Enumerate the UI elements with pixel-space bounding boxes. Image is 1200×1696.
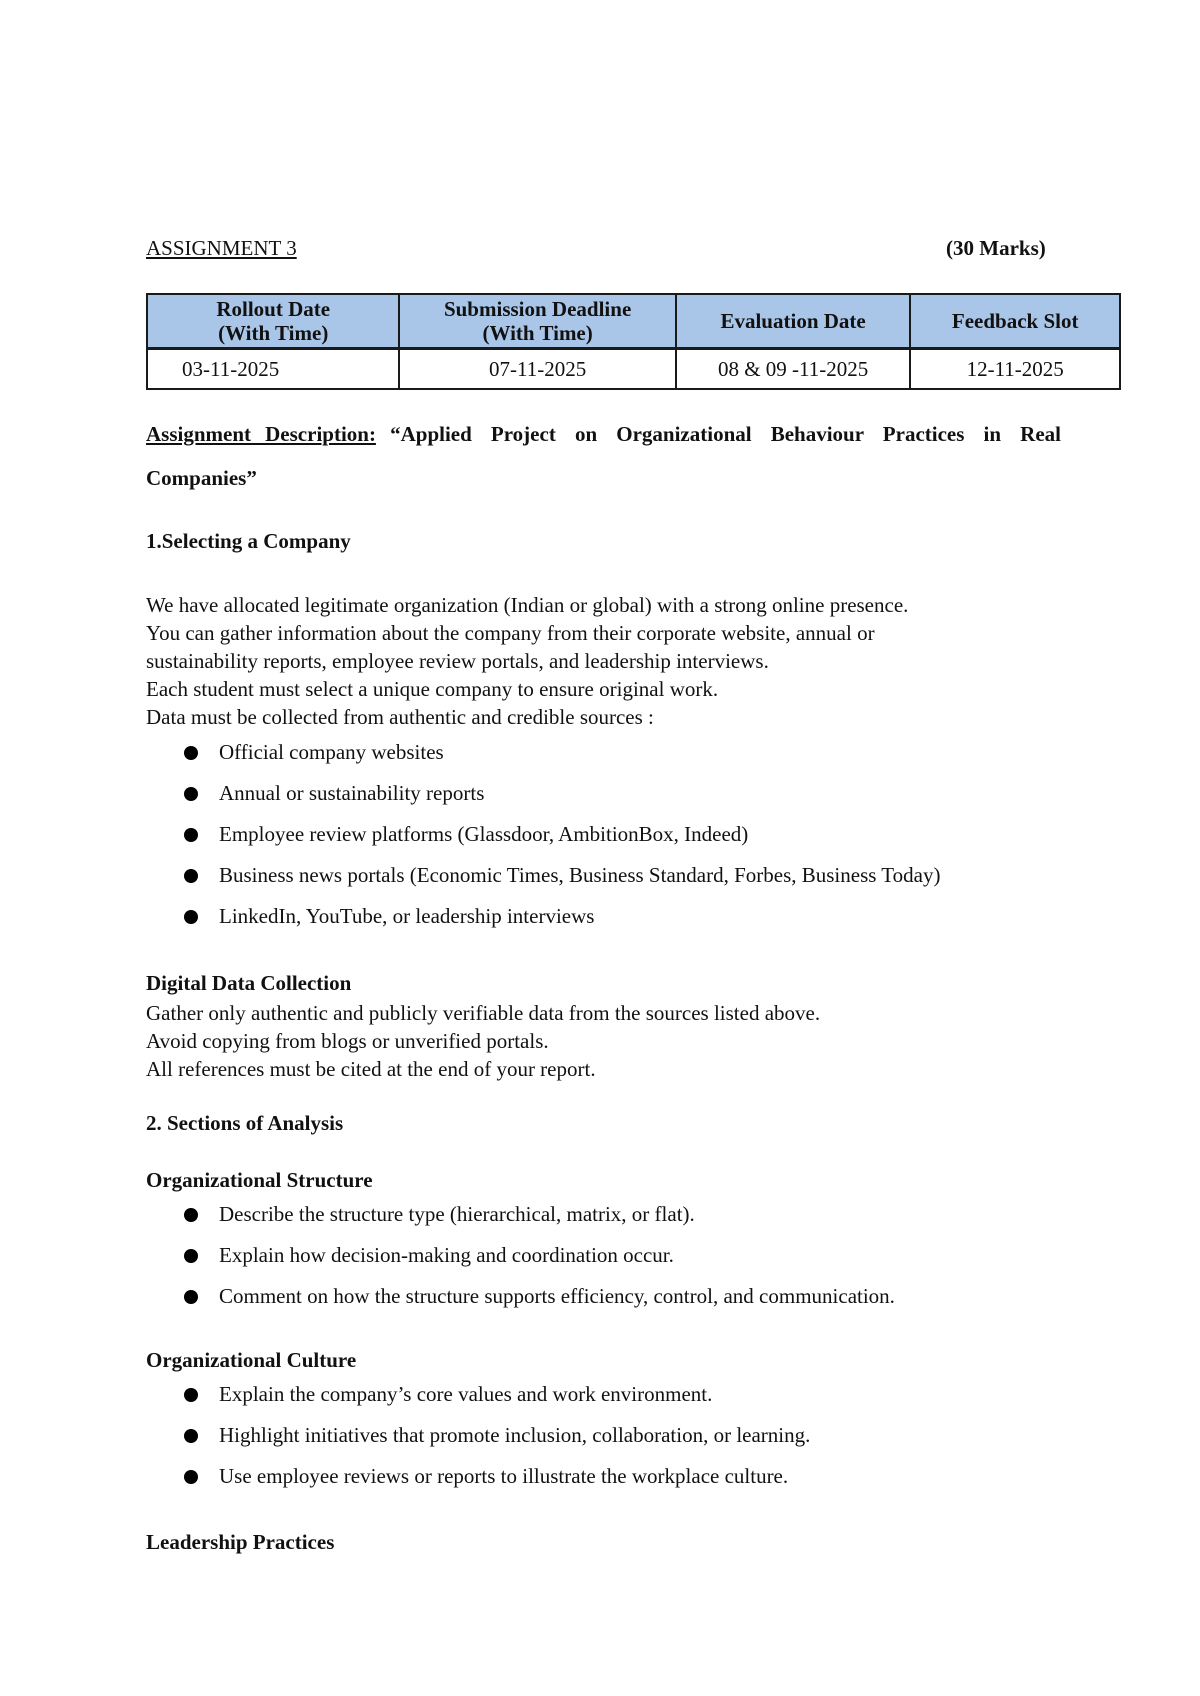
structure-list	[146, 1200, 895, 1323]
list-item: Annual or sustainability reports	[146, 779, 940, 820]
subheading-leadership-practices: Leadership Practices	[146, 1530, 335, 1554]
cell-submission-deadline: 07-11-2025	[399, 349, 675, 390]
description-title: “Applied Project on Organizational Behaviour Practices in Real Companies”	[146, 422, 1062, 490]
dates-table	[146, 293, 1121, 390]
list-item: Employee review platforms (Glassdoor, AmbitionBox, Indeed)	[146, 820, 940, 861]
cell-feedback-slot: 12-11-2025	[910, 349, 1120, 390]
sources-list	[146, 738, 940, 943]
table-row	[147, 349, 1120, 390]
list-item: Describe the structure type (hierarchical, matrix, or flat).	[146, 1200, 895, 1241]
digital-paragraph	[146, 999, 820, 1083]
list-item: Official company websites	[146, 738, 940, 779]
list-item: Business news portals (Economic Times, Business Standard, Forbes, Business Today)	[146, 861, 940, 902]
paragraph-line: All references must be cited at the end of your report.	[146, 1057, 596, 1081]
section-heading-sections-of-analysis: 2. Sections of Analysis	[146, 1111, 344, 1135]
assignment-description	[146, 412, 1061, 500]
cell-evaluation-date: 08 & 09 -11-2025	[676, 349, 911, 390]
bullet-icon	[184, 1208, 198, 1222]
header-submission-deadline: Submission Deadline (With Time)	[399, 294, 675, 349]
paragraph-line: Gather only authentic and publicly verifiable data from the sources listed above.	[146, 1001, 821, 1025]
header-feedback-slot: Feedback Slot	[910, 294, 1120, 349]
bullet-icon	[184, 1388, 198, 1402]
bullet-icon	[184, 1429, 198, 1443]
section1-paragraph	[146, 591, 908, 731]
section-heading-selecting-company: 1.Selecting a Company	[146, 529, 351, 553]
table-header-row	[147, 294, 1120, 349]
subheading-organizational-structure: Organizational Structure	[146, 1168, 373, 1192]
bullet-icon	[184, 910, 198, 924]
paragraph-line: You can gather information about the company from their corporate website, annual or	[146, 621, 875, 645]
bullet-icon	[184, 1249, 198, 1263]
bullet-icon	[184, 869, 198, 883]
header-evaluation-date: Evaluation Date	[676, 294, 911, 349]
paragraph-line: sustainability reports, employee review portals, and leadership interviews.	[146, 649, 769, 673]
bullet-icon	[184, 1470, 198, 1484]
header-rollout-date: Rollout Date (With Time)	[147, 294, 399, 349]
list-item: LinkedIn, YouTube, or leadership interviews	[146, 902, 940, 943]
paragraph-line: Data must be collected from authentic and credible sources :	[146, 705, 654, 729]
description-label: Assignment Description:	[146, 422, 376, 446]
bullet-icon	[184, 787, 198, 801]
list-item: Explain the company’s core values and work environment.	[146, 1380, 810, 1421]
subheading-organizational-culture: Organizational Culture	[146, 1348, 357, 1372]
list-item: Highlight initiatives that promote inclusion, collaboration, or learning.	[146, 1421, 810, 1462]
section-heading-digital-data: Digital Data Collection	[146, 971, 352, 995]
list-item: Comment on how the structure supports efficiency, control, and communication.	[146, 1282, 895, 1323]
assignment-title: ASSIGNMENT 3	[146, 236, 297, 260]
bullet-icon	[184, 1290, 198, 1304]
marks-label: (30 Marks)	[946, 236, 1046, 260]
bullet-icon	[184, 746, 198, 760]
bullet-icon	[184, 828, 198, 842]
paragraph-line: We have allocated legitimate organization (Indian or global) with a strong online presence.	[146, 593, 909, 617]
cell-rollout-date: 03-11-2025	[147, 349, 399, 390]
culture-list	[146, 1380, 810, 1503]
list-item: Explain how decision-making and coordination occur.	[146, 1241, 895, 1282]
list-item: Use employee reviews or reports to illustrate the workplace culture.	[146, 1462, 810, 1503]
paragraph-line: Avoid copying from blogs or unverified portals.	[146, 1029, 549, 1053]
paragraph-line: Each student must select a unique company to ensure original work.	[146, 677, 719, 701]
